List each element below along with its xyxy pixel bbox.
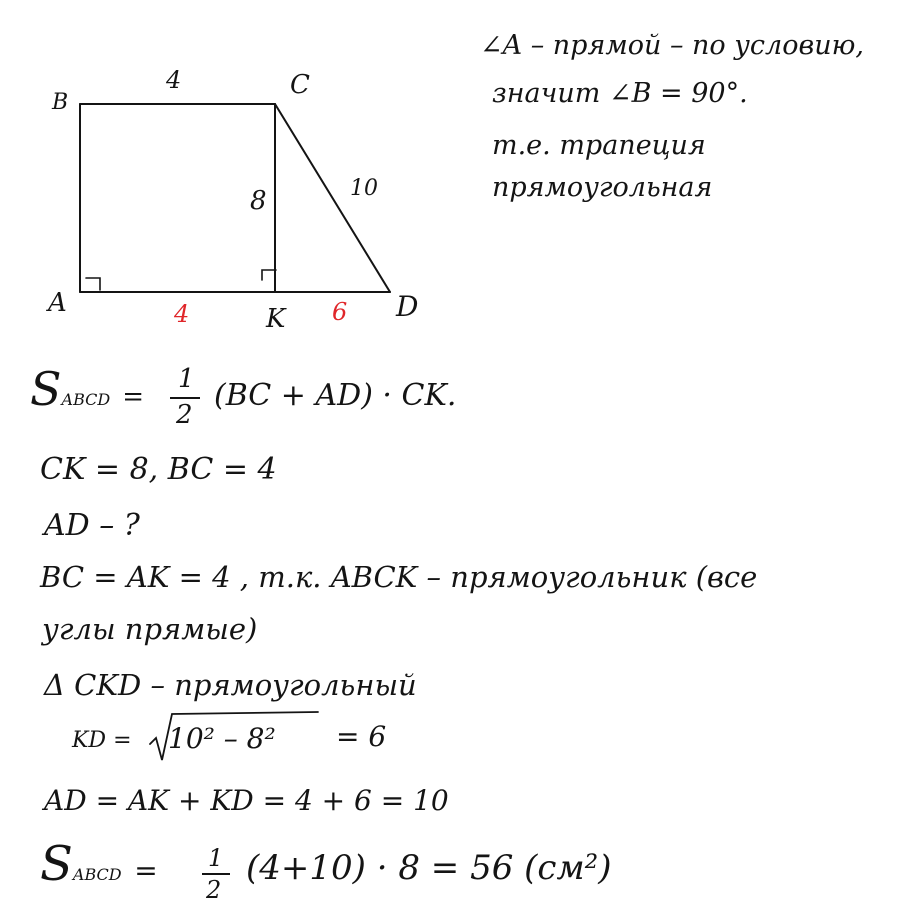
final-area-symbol: S	[40, 836, 73, 892]
label-bc-length: 4	[166, 66, 182, 94]
fraction-den-2: 2	[206, 876, 222, 904]
fraction-num-1: 1	[178, 364, 195, 394]
bc-ak-line-2: углы прямые)	[42, 612, 258, 646]
triangle-line: Δ CKD – прямоугольный	[44, 668, 417, 702]
note-line-1: ∠A – прямой – по условию,	[480, 30, 864, 61]
kd-result: = 6	[336, 720, 387, 753]
note-line-2: значит ∠B = 90°.	[492, 78, 748, 109]
vertex-c: C	[290, 70, 310, 100]
fraction-den-1: 2	[176, 400, 193, 430]
right-angle-mark-k	[262, 270, 276, 280]
right-angle-mark-a	[86, 278, 100, 290]
label-cd-length: 10	[350, 176, 378, 201]
final-area-rest: (4+10) · 8 = 56 (см²)	[246, 848, 612, 888]
kd-radicand: 10² – 8²	[168, 722, 276, 755]
vertex-k: K	[266, 304, 286, 334]
label-ck-length: 8	[250, 186, 267, 216]
final-area-subscript: ABCD	[72, 865, 122, 884]
vertex-b: B	[52, 90, 69, 115]
final-area	[40, 836, 158, 892]
note-line-3: т.е. трапеция	[492, 130, 706, 161]
area-formula-rest: (BC + AD) · CK.	[214, 378, 457, 413]
label-kd-length: 6	[332, 298, 348, 326]
area-equals: =	[122, 382, 145, 412]
kd-lhs: KD =	[72, 728, 132, 753]
area-subscript: ABCD	[61, 390, 111, 409]
area-formula	[30, 362, 144, 416]
vertex-a: A	[48, 288, 67, 318]
final-area-equals: =	[134, 854, 158, 887]
given-values: CK = 8, BC = 4	[40, 452, 277, 487]
area-symbol: S	[30, 362, 62, 416]
fraction-num-2: 1	[208, 844, 224, 872]
label-ak-length: 4	[174, 300, 190, 328]
ad-line: AD = AK + KD = 4 + 6 = 10	[44, 784, 449, 817]
vertex-d: D	[396, 290, 419, 323]
bc-ak-line-1: BC = AK = 4 , т.к. ABCK – прямоугольник (все	[40, 560, 758, 594]
question-ad: AD – ?	[44, 508, 140, 543]
note-line-4: прямоугольная	[492, 172, 713, 203]
